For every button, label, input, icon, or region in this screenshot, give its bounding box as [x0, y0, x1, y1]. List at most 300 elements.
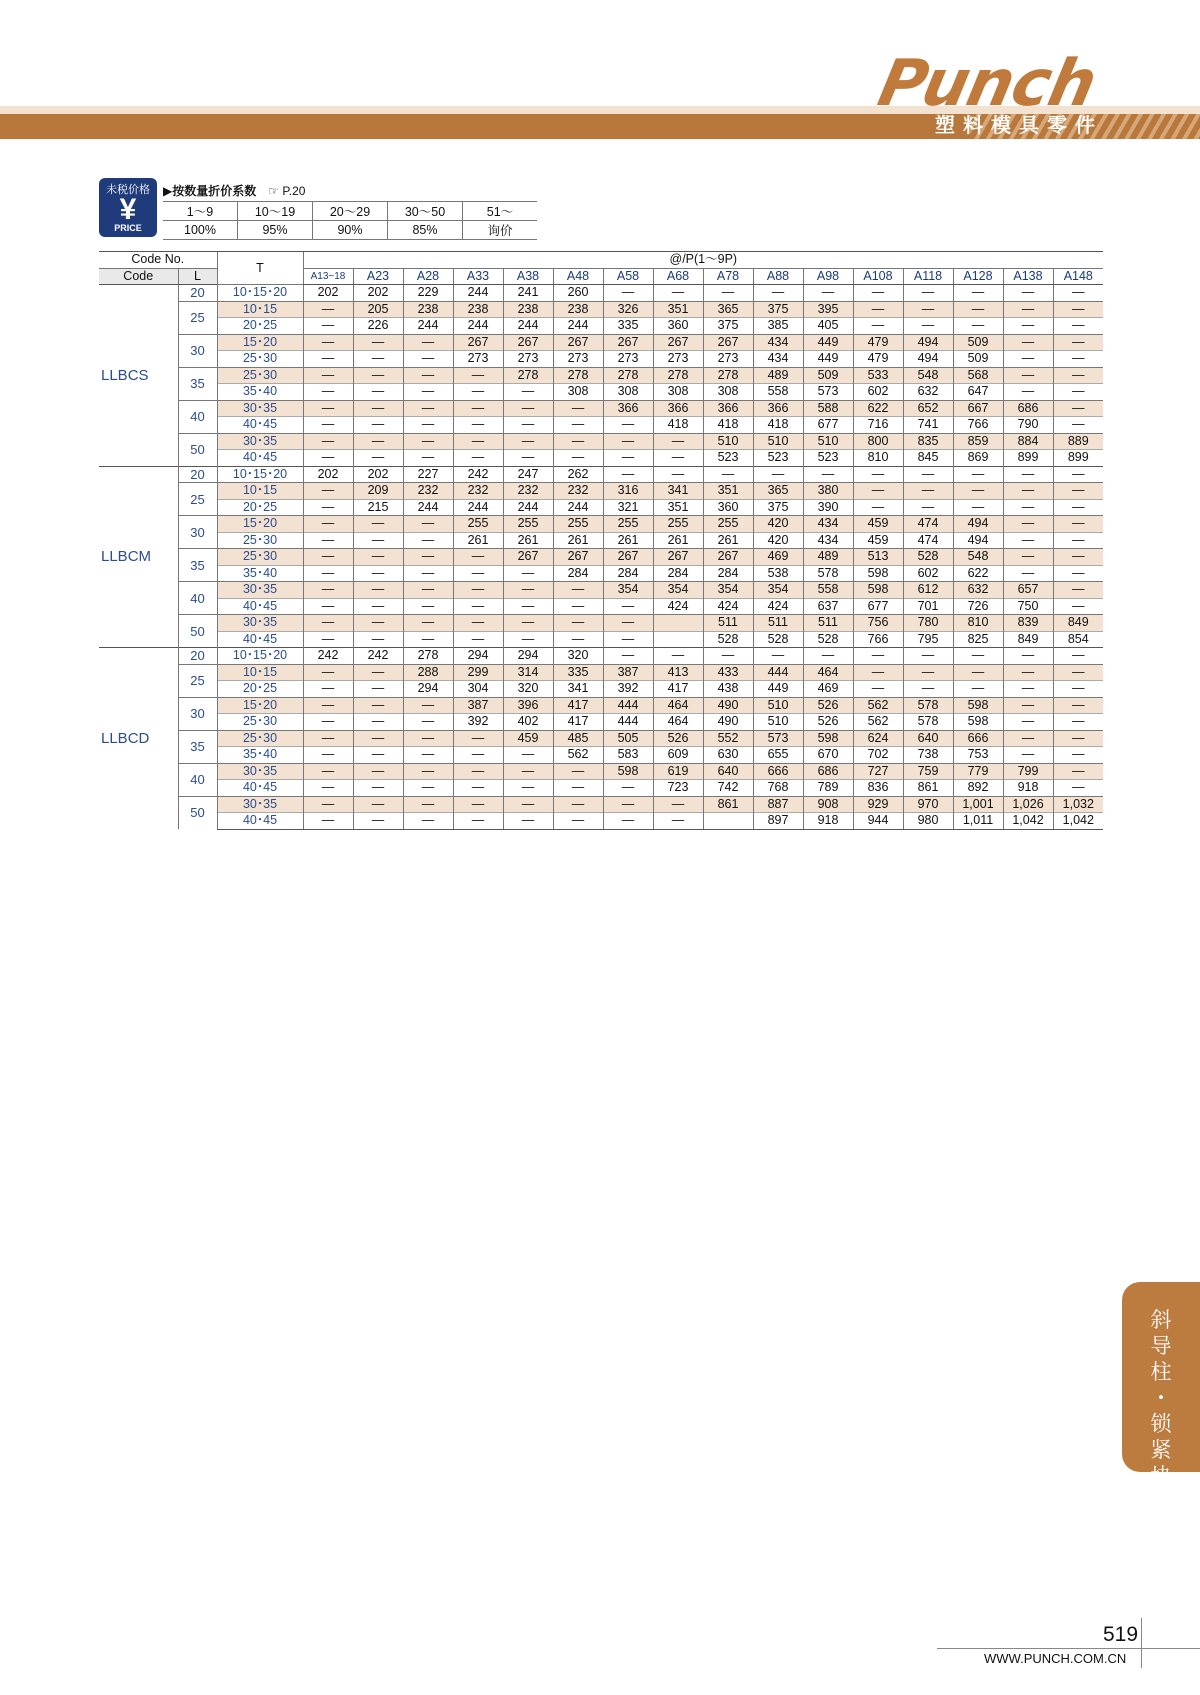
- price-cell: 889: [1053, 433, 1103, 450]
- price-cell: —: [303, 615, 353, 632]
- price-cell: 354: [653, 582, 703, 599]
- price-cell: —: [403, 714, 453, 731]
- price-cell: —: [453, 400, 503, 417]
- price-cell: —: [453, 813, 503, 830]
- price-cell: —: [1003, 532, 1053, 549]
- price-cell: —: [1053, 697, 1103, 714]
- price-cell: 887: [753, 796, 803, 813]
- price-cell: 759: [903, 763, 953, 780]
- table-row: [99, 532, 1103, 549]
- price-cell: —: [953, 318, 1003, 335]
- price-cell: —: [1053, 384, 1103, 401]
- price-cell: —: [603, 648, 653, 665]
- price-cell: 294: [453, 648, 503, 665]
- discount-rate: 询价: [463, 221, 538, 240]
- price-cell: 825: [953, 631, 1003, 648]
- price-cell: 523: [803, 450, 853, 467]
- price-cell: [653, 631, 703, 648]
- price-cell: 244: [403, 318, 453, 335]
- price-cell: —: [403, 334, 453, 351]
- price-cell: —: [1003, 549, 1053, 566]
- table-row: [99, 367, 1103, 384]
- price-cell: —: [1003, 648, 1053, 665]
- price-cell: —: [603, 285, 653, 302]
- discount-title: [163, 182, 305, 199]
- price-cell: 255: [453, 516, 503, 533]
- price-cell: 267: [703, 334, 753, 351]
- discount-title-text: ▶按数量折价系数: [163, 184, 257, 198]
- price-cell: 459: [503, 730, 553, 747]
- price-cell: 533: [853, 367, 903, 384]
- t-cell: 30･35: [217, 400, 303, 417]
- price-cell: 528: [803, 631, 853, 648]
- price-cell: —: [303, 450, 353, 467]
- price-badge-label: PRICE: [114, 223, 142, 233]
- price-cell: 753: [953, 747, 1003, 764]
- price-cell: 511: [753, 615, 803, 632]
- chapter-tab-char: 锁: [1150, 1413, 1172, 1436]
- price-cell: 335: [553, 664, 603, 681]
- column-header: A78: [703, 268, 753, 285]
- price-cell: —: [903, 499, 953, 516]
- price-cell: —: [1053, 780, 1103, 797]
- price-cell: —: [603, 780, 653, 797]
- price-cell: —: [353, 598, 403, 615]
- price-cell: 657: [1003, 582, 1053, 599]
- price-cell: 513: [853, 549, 903, 566]
- table-row: [99, 631, 1103, 648]
- t-cell: 25･30: [217, 532, 303, 549]
- price-cell: —: [1053, 747, 1103, 764]
- price-cell: —: [353, 433, 403, 450]
- price-cell: —: [353, 549, 403, 566]
- price-cell: 424: [753, 598, 803, 615]
- price-cell: —: [853, 681, 903, 698]
- t-cell: 10･15･20: [217, 285, 303, 302]
- price-cell: 489: [803, 549, 853, 566]
- price-cell: 1,032: [1053, 796, 1103, 813]
- price-cell: 308: [703, 384, 753, 401]
- price-cell: —: [853, 466, 903, 483]
- price-cell: 1,001: [953, 796, 1003, 813]
- price-cell: 304: [453, 681, 503, 698]
- price-cell: 413: [653, 664, 703, 681]
- price-cell: 859: [953, 433, 1003, 450]
- price-cell: 602: [903, 565, 953, 582]
- t-cell: 35･40: [217, 747, 303, 764]
- price-cell: 944: [853, 813, 903, 830]
- price-cell: 510: [753, 433, 803, 450]
- chapter-tab[interactable]: [1122, 1282, 1200, 1488]
- column-header: A28: [403, 268, 453, 285]
- price-cell: —: [403, 763, 453, 780]
- price-cell: 267: [603, 334, 653, 351]
- price-cell: —: [503, 598, 553, 615]
- price-cell: —: [303, 631, 353, 648]
- price-cell: 284: [603, 565, 653, 582]
- price-cell: 622: [953, 565, 1003, 582]
- price-cell: 232: [403, 483, 453, 500]
- price-cell: 609: [653, 747, 703, 764]
- price-cell: 238: [453, 301, 503, 318]
- t-cell: 20･25: [217, 318, 303, 335]
- price-cell: 490: [703, 697, 753, 714]
- price-cell: 526: [803, 697, 853, 714]
- discount-rate: 90%: [313, 221, 388, 240]
- price-cell: 677: [853, 598, 903, 615]
- price-cell: —: [403, 400, 453, 417]
- price-cell: 489: [753, 367, 803, 384]
- price-cell: —: [403, 433, 453, 450]
- price-cell: 385: [753, 318, 803, 335]
- price-cell: 861: [903, 780, 953, 797]
- price-cell: 918: [803, 813, 853, 830]
- price-cell: 624: [853, 730, 903, 747]
- t-header: T: [217, 252, 303, 285]
- price-cell: 464: [803, 664, 853, 681]
- price-cell: 701: [903, 598, 953, 615]
- table-row: [99, 730, 1103, 747]
- price-cell: —: [303, 780, 353, 797]
- price-cell: 598: [953, 714, 1003, 731]
- price-cell: [703, 813, 753, 830]
- price-cell: 267: [553, 549, 603, 566]
- column-header: A148: [1053, 268, 1103, 285]
- price-cell: —: [353, 384, 403, 401]
- price-cell: 267: [503, 549, 553, 566]
- price-cell: 392: [603, 681, 653, 698]
- price-cell: 390: [803, 499, 853, 516]
- price-cell: —: [1053, 499, 1103, 516]
- price-cell: 420: [753, 516, 803, 533]
- price-cell: 366: [703, 400, 753, 417]
- price-cell: 273: [603, 351, 653, 368]
- header-subtitle: 塑料模具零件: [935, 115, 1103, 137]
- price-cell: 702: [853, 747, 903, 764]
- price-cell: 326: [603, 301, 653, 318]
- price-cell: —: [453, 582, 503, 599]
- price-cell: —: [353, 697, 403, 714]
- price-cell: 387: [453, 697, 503, 714]
- price-cell: 341: [553, 681, 603, 698]
- price-cell: —: [353, 796, 403, 813]
- price-cell: —: [603, 796, 653, 813]
- price-table: [99, 251, 1103, 830]
- price-cell: 505: [603, 730, 653, 747]
- price-cell: 598: [803, 730, 853, 747]
- price-cell: —: [403, 367, 453, 384]
- price-cell: 396: [503, 697, 553, 714]
- price-cell: 716: [853, 417, 903, 434]
- table-row: [99, 549, 1103, 566]
- discount-quantity: 30～50: [388, 202, 463, 221]
- price-cell: 261: [603, 532, 653, 549]
- price-cell: 562: [853, 697, 903, 714]
- price-cell: —: [1003, 681, 1053, 698]
- discount-rate: 100%: [163, 221, 238, 240]
- chapter-tab-char: ･: [1155, 1387, 1167, 1410]
- price-cell: 640: [703, 763, 753, 780]
- price-cell: —: [703, 648, 753, 665]
- price-cell: 686: [803, 763, 853, 780]
- price-cell: —: [303, 714, 353, 731]
- price-cell: —: [853, 301, 903, 318]
- price-cell: —: [1053, 714, 1103, 731]
- price-cell: 444: [603, 714, 653, 731]
- l-cell: 25: [178, 301, 217, 334]
- price-cell: 354: [753, 582, 803, 599]
- price-cell: 434: [803, 532, 853, 549]
- price-cell: 612: [903, 582, 953, 599]
- price-cell: 405: [803, 318, 853, 335]
- price-cell: —: [353, 813, 403, 830]
- chapter-tab-char: 块: [1150, 1465, 1172, 1488]
- price-cell: —: [1053, 301, 1103, 318]
- price-cell: 511: [803, 615, 853, 632]
- footer-divider-vertical: [1141, 1618, 1142, 1668]
- price-cell: —: [603, 598, 653, 615]
- discount-quantity: 51～: [463, 202, 538, 221]
- price-cell: 335: [603, 318, 653, 335]
- price-cell: 255: [653, 516, 703, 533]
- price-cell: 284: [703, 565, 753, 582]
- price-cell: 861: [703, 796, 753, 813]
- price-cell: —: [303, 417, 353, 434]
- price-cell: —: [653, 466, 703, 483]
- price-cell: 267: [503, 334, 553, 351]
- chapter-tab-char: 紧: [1150, 1439, 1172, 1462]
- price-cell: 418: [653, 417, 703, 434]
- t-cell: 25･30: [217, 730, 303, 747]
- price-cell: 202: [303, 285, 353, 302]
- price-cell: 578: [803, 565, 853, 582]
- price-cell: —: [303, 384, 353, 401]
- price-cell: 652: [903, 400, 953, 417]
- t-cell: 40･45: [217, 417, 303, 434]
- price-cell: —: [453, 631, 503, 648]
- t-cell: 40･45: [217, 813, 303, 830]
- punch-logo: [872, 47, 1110, 122]
- price-cell: 215: [353, 499, 403, 516]
- price-cell: —: [1053, 367, 1103, 384]
- price-cell: —: [653, 285, 703, 302]
- price-cell: —: [1003, 466, 1053, 483]
- price-cell: —: [403, 598, 453, 615]
- price-cell: —: [553, 400, 603, 417]
- table-row: [99, 516, 1103, 533]
- discount-quantity: 20～29: [313, 202, 388, 221]
- price-cell: —: [503, 615, 553, 632]
- price-cell: 578: [903, 714, 953, 731]
- price-cell: 899: [1003, 450, 1053, 467]
- price-cell: —: [553, 450, 603, 467]
- price-cell: 360: [703, 499, 753, 516]
- price-cell: 836: [853, 780, 903, 797]
- price-cell: 632: [903, 384, 953, 401]
- price-cell: 316: [603, 483, 653, 500]
- price-cell: —: [553, 615, 603, 632]
- column-header: A118: [903, 268, 953, 285]
- price-cell: —: [353, 450, 403, 467]
- price-cell: —: [1003, 384, 1053, 401]
- price-cell: —: [403, 813, 453, 830]
- price-cell: 255: [703, 516, 753, 533]
- price-cell: 267: [553, 334, 603, 351]
- column-header: A68: [653, 268, 703, 285]
- price-cell: 523: [703, 450, 753, 467]
- price-cell: —: [403, 450, 453, 467]
- price-cell: —: [803, 466, 853, 483]
- price-cell: —: [853, 483, 903, 500]
- l-cell: 50: [178, 433, 217, 466]
- price-cell: 474: [903, 516, 953, 533]
- price-cell: —: [1003, 730, 1053, 747]
- price-cell: 619: [653, 763, 703, 780]
- price-cell: 464: [653, 714, 703, 731]
- price-cell: —: [353, 417, 403, 434]
- table-row: [99, 796, 1103, 813]
- table-row: [99, 400, 1103, 417]
- price-cell: —: [1053, 334, 1103, 351]
- price-badge: [99, 178, 157, 237]
- price-cell: —: [903, 681, 953, 698]
- price-cell: 578: [903, 697, 953, 714]
- price-cell: 365: [703, 301, 753, 318]
- price-cell: 232: [453, 483, 503, 500]
- price-cell: —: [553, 763, 603, 780]
- price-cell: —: [553, 582, 603, 599]
- price-cell: —: [503, 763, 553, 780]
- price-cell: 810: [853, 450, 903, 467]
- price-cell: —: [603, 466, 653, 483]
- code-header: Code: [99, 268, 178, 285]
- table-row: [99, 714, 1103, 731]
- price-cell: —: [953, 466, 1003, 483]
- price-cell: 666: [953, 730, 1003, 747]
- price-cell: —: [403, 384, 453, 401]
- price-cell: 244: [453, 318, 503, 335]
- price-cell: 205: [353, 301, 403, 318]
- price-cell: 244: [403, 499, 453, 516]
- l-cell: 50: [178, 796, 217, 829]
- table-row: [99, 433, 1103, 450]
- price-cell: 366: [653, 400, 703, 417]
- price-cell: 278: [553, 367, 603, 384]
- price-cell: 726: [953, 598, 1003, 615]
- price-cell: —: [603, 631, 653, 648]
- price-cell: 494: [903, 334, 953, 351]
- price-cell: 444: [603, 697, 653, 714]
- price-cell: 490: [703, 714, 753, 731]
- price-cell: —: [1053, 549, 1103, 566]
- price-cell: —: [503, 384, 553, 401]
- table-row: [99, 301, 1103, 318]
- column-header: A58: [603, 268, 653, 285]
- l-cell: 25: [178, 664, 217, 697]
- price-cell: 630: [703, 747, 753, 764]
- price-cell: —: [403, 697, 453, 714]
- price-cell: —: [653, 648, 703, 665]
- price-cell: —: [403, 582, 453, 599]
- price-cell: 261: [653, 532, 703, 549]
- price-cell: 474: [903, 532, 953, 549]
- l-cell: 35: [178, 730, 217, 763]
- price-cell: 229: [403, 285, 453, 302]
- price-cell: 573: [753, 730, 803, 747]
- price-cell: —: [653, 433, 703, 450]
- price-cell: 768: [753, 780, 803, 797]
- price-cell: —: [403, 549, 453, 566]
- column-header: A33: [453, 268, 503, 285]
- price-cell: 284: [653, 565, 703, 582]
- price-cell: 509: [803, 367, 853, 384]
- price-cell: —: [303, 598, 353, 615]
- price-cell: 351: [653, 301, 703, 318]
- price-cell: 552: [703, 730, 753, 747]
- price-cell: —: [403, 730, 453, 747]
- price-cell: 202: [353, 285, 403, 302]
- price-cell: —: [303, 697, 353, 714]
- table-row: [99, 763, 1103, 780]
- price-cell: —: [503, 796, 553, 813]
- price-cell: 766: [853, 631, 903, 648]
- price-cell: 510: [753, 714, 803, 731]
- price-cell: —: [503, 565, 553, 582]
- price-cell: —: [553, 631, 603, 648]
- price-cell: 899: [1053, 450, 1103, 467]
- price-cell: —: [353, 582, 403, 599]
- price-cell: 449: [803, 334, 853, 351]
- price-cell: —: [1053, 582, 1103, 599]
- price-cell: —: [303, 367, 353, 384]
- price-cell: —: [453, 450, 503, 467]
- price-cell: —: [303, 549, 353, 566]
- price-cell: —: [403, 780, 453, 797]
- price-cell: 244: [503, 499, 553, 516]
- code-cell: LLBCM: [99, 466, 178, 648]
- price-cell: 908: [803, 796, 853, 813]
- price-cell: 510: [703, 433, 753, 450]
- price-cell: —: [303, 351, 353, 368]
- price-cell: 242: [353, 648, 403, 665]
- price-cell: —: [553, 417, 603, 434]
- price-cell: 273: [503, 351, 553, 368]
- price-cell: 756: [853, 615, 903, 632]
- price-cell: 686: [1003, 400, 1053, 417]
- l-cell: 40: [178, 400, 217, 433]
- price-cell: —: [303, 301, 353, 318]
- price-cell: —: [853, 648, 903, 665]
- price-cell: 244: [453, 285, 503, 302]
- t-cell: 30･35: [217, 615, 303, 632]
- price-cell: 723: [653, 780, 703, 797]
- price-cell: 273: [653, 351, 703, 368]
- price-cell: 839: [1003, 615, 1053, 632]
- price-cell: 418: [753, 417, 803, 434]
- price-cell: 238: [553, 301, 603, 318]
- price-cell: —: [1053, 516, 1103, 533]
- price-cell: —: [403, 796, 453, 813]
- price-cell: —: [503, 631, 553, 648]
- price-cell: —: [853, 285, 903, 302]
- price-cell: 523: [753, 450, 803, 467]
- table-row: [99, 582, 1103, 599]
- price-cell: —: [903, 318, 953, 335]
- l-cell: 20: [178, 648, 217, 665]
- price-cell: —: [503, 780, 553, 797]
- price-cell: 244: [453, 499, 503, 516]
- l-cell: 25: [178, 483, 217, 516]
